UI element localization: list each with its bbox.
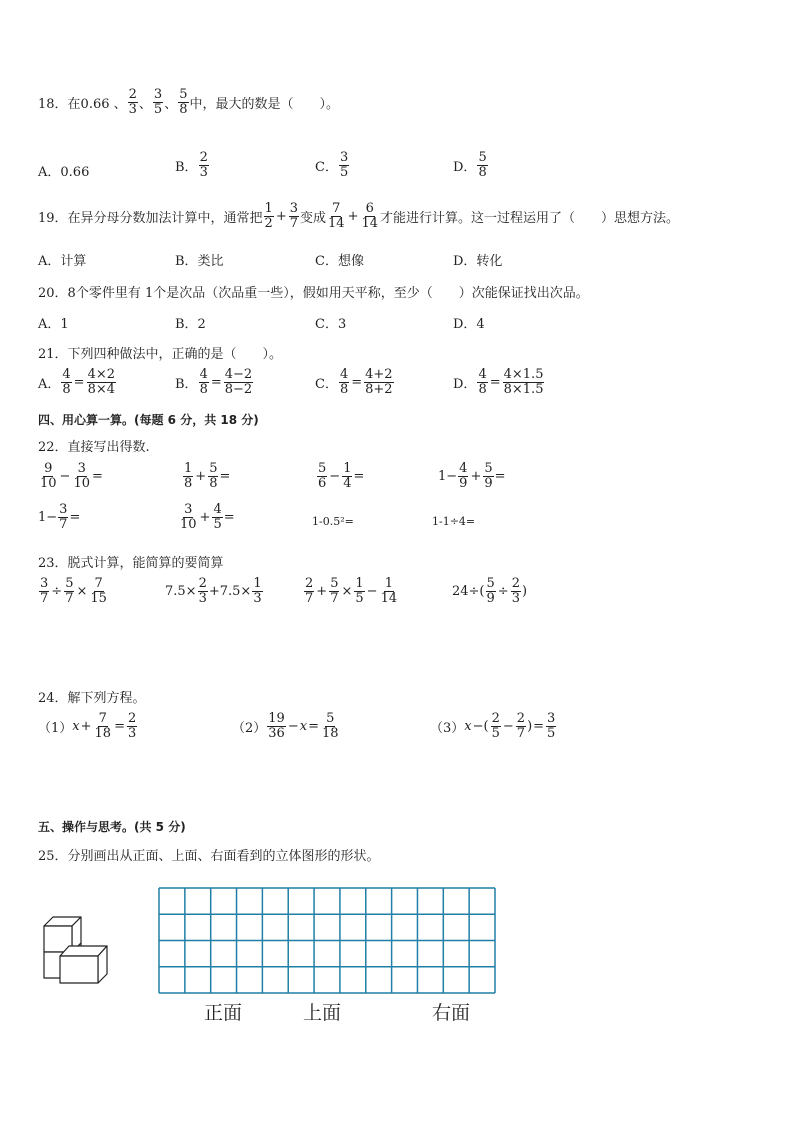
denominator: 7	[305, 591, 314, 607]
q22-expr-8: 1-1÷4=	[432, 515, 476, 528]
cube-stack-figure	[40, 912, 112, 986]
denominator: 5	[153, 102, 163, 118]
numerator: 4×2	[87, 367, 116, 382]
numerator: 4+2	[365, 367, 393, 382]
operator: +	[347, 209, 359, 225]
suffix: )	[521, 584, 528, 600]
prefix: 1−	[38, 510, 58, 526]
denominator: 10	[40, 476, 57, 492]
q21-option-c[interactable]	[315, 368, 395, 398]
q22-expr-2	[182, 462, 230, 492]
denominator: 3	[199, 165, 208, 181]
grid-label-top: 上面	[303, 1002, 342, 1024]
q19-stem	[38, 202, 679, 232]
denominator: 3	[253, 591, 262, 607]
q22-expr-7: 1-0.5²=	[312, 515, 354, 528]
operator: ×	[76, 584, 88, 600]
denominator: 3	[128, 102, 137, 118]
frac	[212, 503, 222, 533]
prefix: 7.5×	[165, 584, 197, 600]
denominator: 5	[491, 726, 500, 742]
frac	[72, 462, 91, 492]
equals: =	[73, 375, 85, 391]
numerator: 5	[209, 461, 218, 476]
equals: =	[308, 719, 319, 735]
equals: =	[533, 719, 545, 735]
numerator: 5	[484, 461, 493, 476]
frac	[264, 202, 274, 232]
equals: =	[92, 469, 103, 485]
numerator: 4×1.5	[503, 367, 544, 382]
frac	[267, 712, 286, 742]
denominator: 8−2	[224, 382, 253, 398]
denominator: 8×1.5	[503, 382, 544, 398]
denominator: 7	[59, 517, 68, 533]
frac	[89, 577, 108, 607]
equals: =	[114, 719, 125, 735]
denominator: 8	[478, 165, 487, 181]
frac	[208, 462, 218, 492]
prefix: 1−	[438, 469, 458, 485]
equals: =	[69, 510, 81, 526]
frac	[252, 577, 262, 607]
q25-title: 25．分别画出从正面、上面、右面看到的立体图形的形状。	[38, 849, 380, 864]
numerator: 4	[199, 367, 208, 382]
frac	[39, 462, 58, 492]
frac	[339, 368, 349, 398]
frac	[183, 462, 193, 492]
separator: 、	[138, 97, 152, 113]
numerator: 3	[40, 576, 49, 591]
operator: −	[287, 719, 299, 735]
numerator: 2	[199, 150, 208, 165]
q19-suffix: 才能进行计算。这一过程运用了（ ）思想方法。	[380, 211, 680, 227]
q20-option-d[interactable]: D．4	[453, 317, 485, 332]
operator: −(	[472, 719, 489, 735]
q18-frac3	[178, 88, 188, 118]
operator: ÷	[497, 584, 509, 600]
frac	[327, 202, 346, 232]
q23-expr-3	[303, 577, 399, 607]
q19-prefix: 19．在异分母分数加法计算中，通常把	[38, 211, 263, 227]
numerator: 5	[330, 576, 339, 591]
denominator: 4	[343, 476, 352, 492]
close-paren: )	[527, 719, 533, 735]
denominator: 36	[268, 726, 285, 742]
q19-option-c[interactable]: C．想像	[315, 254, 364, 269]
numerator: 7	[332, 201, 341, 216]
frac	[304, 577, 314, 607]
option-label: B．	[175, 377, 198, 393]
variable: x	[299, 719, 308, 735]
numerator: 3	[77, 461, 86, 476]
denominator: 3	[511, 591, 520, 607]
denominator: 8	[478, 382, 487, 398]
option-text: A．0.66	[38, 165, 90, 180]
denominator: 8	[179, 102, 188, 118]
frac	[321, 712, 340, 742]
q22-expr-5	[38, 503, 80, 533]
numerator: 4	[62, 367, 71, 382]
numerator: 5	[65, 576, 74, 591]
numerator: 2	[198, 576, 207, 591]
numerator: 4	[213, 502, 222, 517]
equals: =	[351, 375, 363, 391]
frac	[511, 577, 521, 607]
denominator: 14	[361, 216, 379, 232]
q20-option-b[interactable]: B．2	[175, 317, 206, 332]
frac	[546, 712, 556, 742]
q23-expr-2	[165, 577, 264, 607]
frac	[486, 577, 496, 607]
separator: 、	[164, 97, 178, 113]
numerator: 5	[478, 150, 487, 165]
numerator: 5	[318, 461, 327, 476]
denominator: 3	[198, 591, 207, 607]
grid-label-front: 正面	[204, 1002, 243, 1024]
denominator: 2	[264, 216, 273, 232]
q22-expr-3	[316, 462, 364, 492]
operator: −	[366, 584, 378, 600]
label: （3）	[430, 721, 465, 737]
equals: =	[210, 375, 222, 391]
equals: =	[219, 469, 231, 485]
denominator: 7	[289, 216, 299, 232]
numerator: 3	[184, 502, 193, 517]
drawing-grid[interactable]	[158, 887, 496, 994]
denominator: 8	[184, 476, 193, 492]
denominator: 10	[180, 517, 197, 533]
frac	[64, 577, 74, 607]
q18-option-b[interactable]	[175, 151, 210, 181]
q22-expr-4	[438, 462, 506, 492]
frac	[127, 712, 137, 742]
numerator: 4	[478, 367, 487, 382]
numerator: 7	[94, 576, 103, 591]
q18-option-c[interactable]	[315, 151, 350, 181]
denominator: 18	[94, 726, 112, 742]
denominator: 9	[486, 591, 495, 607]
label: （1）	[38, 721, 73, 737]
numerator: 7	[98, 711, 107, 726]
operator: −	[329, 469, 341, 485]
q21-option-d[interactable]	[453, 368, 545, 398]
q18-stem	[38, 88, 339, 118]
q21-option-b[interactable]	[175, 368, 254, 398]
frac	[380, 577, 399, 607]
option-label: D．	[453, 160, 477, 176]
denominator: 5	[213, 517, 222, 533]
denominator: 3	[127, 726, 137, 742]
q19-option-a[interactable]: A．计算	[38, 254, 87, 269]
option-label: C．	[315, 377, 338, 393]
frac	[198, 577, 208, 607]
denominator: 8	[62, 382, 71, 398]
denominator: 7	[65, 591, 74, 607]
numerator: 1	[253, 576, 262, 591]
q24-eq-1	[38, 712, 138, 742]
numerator: 1	[355, 576, 364, 591]
q24-eq-2	[232, 712, 341, 742]
denominator: 6	[318, 476, 327, 492]
denominator: 8+2	[365, 382, 393, 398]
operator: −	[59, 469, 71, 485]
numerator: 4	[459, 461, 468, 476]
numerator: 2	[511, 576, 520, 591]
option-frac	[477, 151, 487, 181]
operator: ×	[341, 584, 353, 600]
q19-option-b[interactable]: B．类比	[175, 254, 224, 269]
q24-eq-3	[430, 712, 557, 742]
operator: +	[199, 510, 211, 526]
denominator: 10	[73, 476, 90, 492]
numerator: 3	[547, 711, 556, 726]
numerator: 3	[289, 201, 299, 216]
frac	[503, 368, 545, 398]
denominator: 5	[355, 591, 364, 607]
frac	[354, 577, 364, 607]
denominator: 15	[90, 591, 107, 607]
option-label: D．	[453, 377, 477, 393]
denominator: 8	[209, 476, 218, 492]
denominator: 8	[339, 382, 349, 398]
numerator: 5	[486, 576, 495, 591]
variable: x	[464, 719, 472, 735]
denominator: 18	[321, 726, 339, 742]
denominator: 9	[459, 476, 468, 492]
numerator: 1	[384, 576, 393, 591]
frac	[317, 462, 327, 492]
denominator: 8	[199, 382, 208, 398]
operator: +	[275, 209, 287, 225]
numerator: 5	[326, 711, 335, 726]
frac	[179, 503, 198, 533]
denominator: 14	[328, 216, 345, 232]
denominator: 5	[339, 165, 349, 181]
q23-expr-4	[452, 577, 527, 607]
numerator: 19	[268, 711, 285, 726]
numerator: 9	[44, 461, 53, 476]
numerator: 3	[153, 87, 163, 102]
option-frac	[199, 151, 209, 181]
numerator: 2	[305, 576, 314, 591]
numerator: 1	[343, 461, 352, 476]
frac	[289, 202, 299, 232]
option-label: B．	[175, 160, 198, 176]
numerator: 1	[264, 201, 273, 216]
equals: =	[494, 469, 506, 485]
denominator: 5	[547, 726, 556, 742]
frac	[224, 368, 253, 398]
equals: =	[353, 469, 365, 485]
numerator: 2	[491, 711, 500, 726]
frac	[516, 712, 526, 742]
denominator: 7	[40, 591, 49, 607]
numerator: 2	[127, 711, 137, 726]
q19-mid: 变成	[300, 211, 327, 227]
operator: ÷	[51, 584, 63, 600]
denominator: 7	[516, 726, 526, 742]
numerator: 6	[365, 201, 374, 216]
q21-option-a[interactable]	[38, 368, 117, 398]
q23-expr-1	[38, 577, 109, 607]
frac	[87, 368, 116, 398]
equals: =	[489, 375, 501, 391]
label: （2）	[232, 721, 267, 737]
numerator: 4−2	[224, 367, 253, 382]
denominator: 8×4	[87, 382, 116, 398]
operator: +	[80, 719, 92, 735]
q21-stem: 21．下列四种做法中，正确的是（ ）。	[38, 347, 283, 362]
frac	[342, 462, 352, 492]
frac	[477, 368, 487, 398]
operator: −	[502, 719, 514, 735]
q19-option-d[interactable]: D．转化	[453, 254, 503, 269]
q22-expr-6	[178, 503, 235, 533]
operator: +	[316, 584, 328, 600]
variable: x	[72, 719, 80, 735]
frac	[458, 462, 468, 492]
q18-option-d[interactable]	[453, 151, 489, 181]
grid-label-right: 右面	[432, 1002, 471, 1024]
option-label: A．	[38, 377, 61, 393]
q18-suffix: 中，最大的数是（ ）。	[189, 97, 340, 113]
denominator: 14	[380, 591, 398, 607]
denominator: 7	[330, 591, 339, 607]
q18-frac2	[153, 88, 163, 118]
equals: =	[223, 510, 235, 526]
numerator: 5	[179, 87, 188, 102]
numerator: 4	[339, 367, 349, 382]
frac	[94, 712, 113, 742]
numerator: 2	[516, 711, 526, 726]
q22-title: 22．直接写出得数.	[38, 440, 150, 455]
numerator: 3	[339, 150, 349, 165]
q23-title: 23．脱式计算，能简算的要简算	[38, 556, 224, 571]
numerator: 1	[184, 461, 193, 476]
q18-prefix: 18．在0.66 、	[38, 97, 127, 113]
numerator: 3	[59, 502, 68, 517]
numerator: 2	[128, 87, 137, 102]
option-frac	[339, 151, 349, 181]
q24-title: 24．解下列方程。	[38, 691, 146, 706]
q20-option-c[interactable]: C．3	[315, 317, 347, 332]
operator: +	[470, 469, 482, 485]
frac	[199, 368, 209, 398]
frac	[483, 462, 493, 492]
section-4-title: 四、用心算一算。(每题 6 分，共 18 分)	[38, 413, 259, 427]
q20-option-a[interactable]: A．1	[38, 317, 69, 332]
option-label: C．	[315, 160, 338, 176]
prefix: 24÷(	[452, 584, 485, 600]
operator: +	[195, 469, 207, 485]
frac	[61, 368, 71, 398]
frac	[39, 577, 49, 607]
section-5-title: 五、操作与思考。(共 5 分)	[38, 820, 186, 834]
frac	[360, 202, 379, 232]
middle: +7.5×	[208, 584, 252, 600]
q18-option-a[interactable]	[38, 161, 89, 180]
frac	[364, 368, 393, 398]
frac	[329, 577, 339, 607]
denominator: 9	[484, 476, 493, 492]
frac	[491, 712, 501, 742]
q22-expr-1	[38, 462, 103, 492]
q18-frac1	[128, 88, 138, 118]
q20-stem: 20．8个零件里有 1个是次品（次品重一些），假如用天平称，至少（ ）次能保证找出次品。	[38, 286, 589, 301]
frac	[58, 503, 68, 533]
